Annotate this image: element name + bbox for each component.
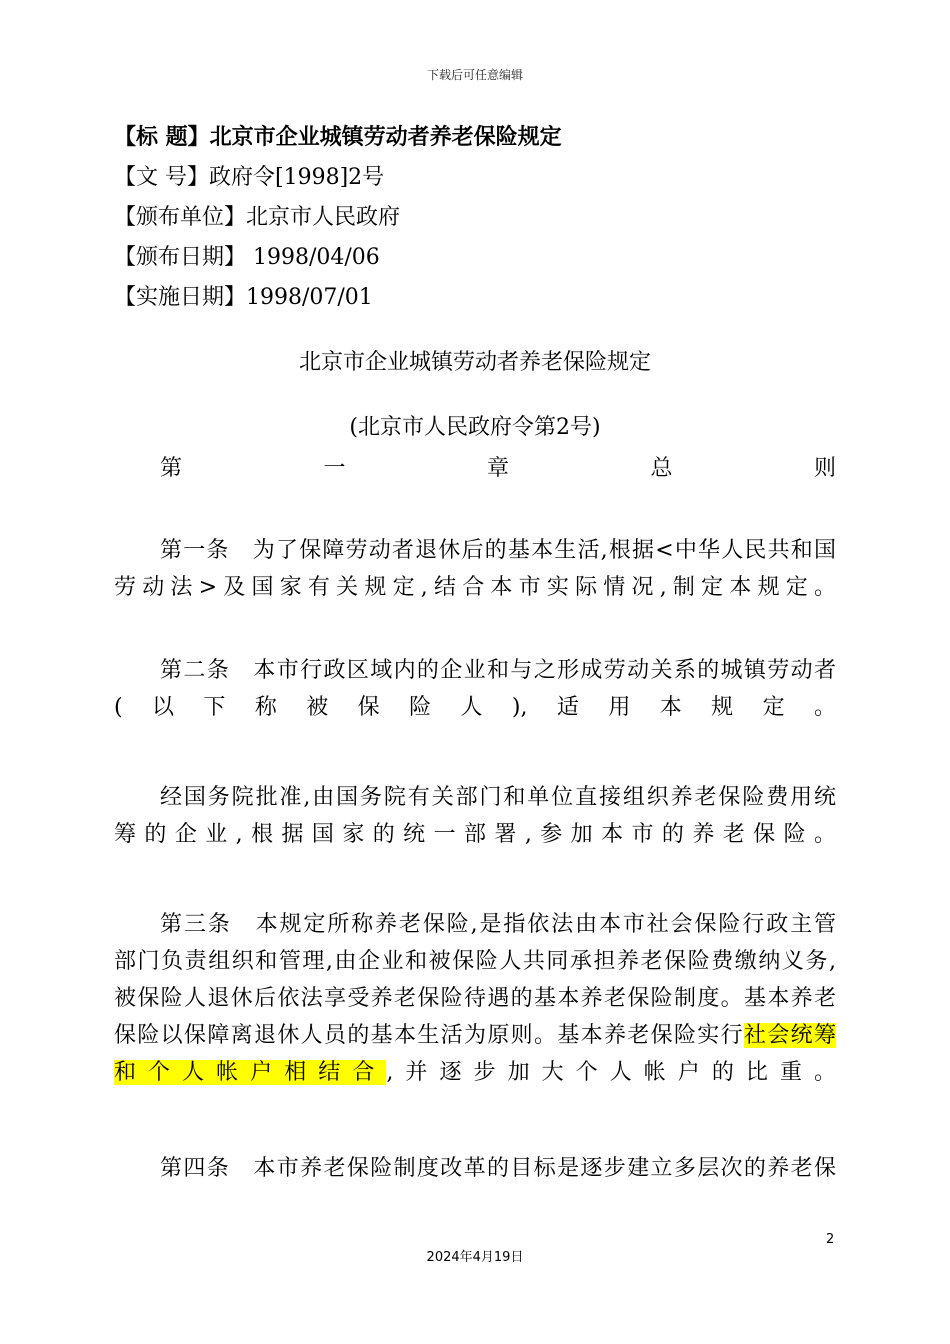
article-3-line-4-text: 保险以保障离退休人员的基本生活为原则。基本养老保险实行 [114, 1023, 744, 1048]
article-3-line-5 [114, 1054, 836, 1091]
meta-issue-date: 【颁布日期】 1998/04/06 [114, 245, 380, 270]
meta-issuer: 【颁布单位】北京市人民政府 [114, 205, 401, 230]
article-3-line-5-text: ,并逐步加大个人帐户的比重。 [386, 1060, 836, 1085]
highlight-social-pooling: 社会统筹 [743, 1023, 836, 1048]
article-2-paragraph-2 [114, 779, 836, 853]
article-3-line-4 [114, 1017, 836, 1054]
chapter-heading [160, 452, 836, 486]
page-number: 2 [826, 1232, 835, 1247]
article-2b-line-1: 经国务院批准,由国务院有关部门和单位直接组织养老保险费用统 [160, 785, 836, 810]
article-3-line-1: 第三条 本规定所称养老保险,是指依法由本市社会保险行政主管 [160, 912, 836, 937]
article-2-line-2: (以下称被保险人),适用本规定。 [114, 695, 836, 720]
article-2b-line-2: 筹的企业,根据国家的统一部署,参加本市的养老保险。 [114, 822, 836, 847]
document-title: 北京市企业城镇劳动者养老保险规定 [298, 350, 651, 375]
article-2 [114, 652, 836, 726]
article-1 [114, 532, 836, 606]
chapter-char: 则 [813, 456, 836, 481]
chapter-char: 章 [486, 456, 509, 481]
meta-title: 【标 题】北京市企业城镇劳动者养老保险规定 [114, 125, 562, 150]
article-4-line-1: 第四条 本市养老保险制度改革的目标是逐步建立多层次的养老保 [160, 1156, 836, 1181]
article-1-line-1: 第一条 为了保障劳动者退休后的基本生活,根据<中华人民共和国 [160, 538, 836, 563]
meta-effective-date: 【实施日期】1998/07/01 [114, 285, 373, 310]
article-3 [114, 906, 836, 1091]
article-3-line-2: 部门负责组织和管理,由企业和被保险人共同承担养老保险费缴纳义务, [114, 949, 836, 974]
document-number: (北京市人民政府令第2号) [349, 415, 601, 440]
header-note: 下载后可任意编辑 [426, 68, 523, 82]
article-2-line-1: 第二条 本市行政区域内的企业和与之形成劳动关系的城镇劳动者 [160, 658, 836, 683]
article-3-line-3: 被保险人退休后依法享受养老保险待遇的基本养老保险制度。基本养老 [114, 986, 836, 1011]
chapter-char: 第 [160, 456, 183, 481]
highlight-individual-account: 和个人帐户相结合 [114, 1060, 387, 1085]
meta-number: 【文 号】政府令[1998]2号 [114, 165, 385, 190]
chapter-char: 一 [323, 456, 346, 481]
article-1-line-2: 劳动法>及国家有关规定,结合本市实际情况,制定本规定。 [114, 575, 836, 600]
chapter-char: 总 [650, 456, 673, 481]
footer-date: 2024年4月19日 [426, 1250, 524, 1265]
document-meta [114, 118, 834, 318]
article-4 [114, 1150, 836, 1187]
